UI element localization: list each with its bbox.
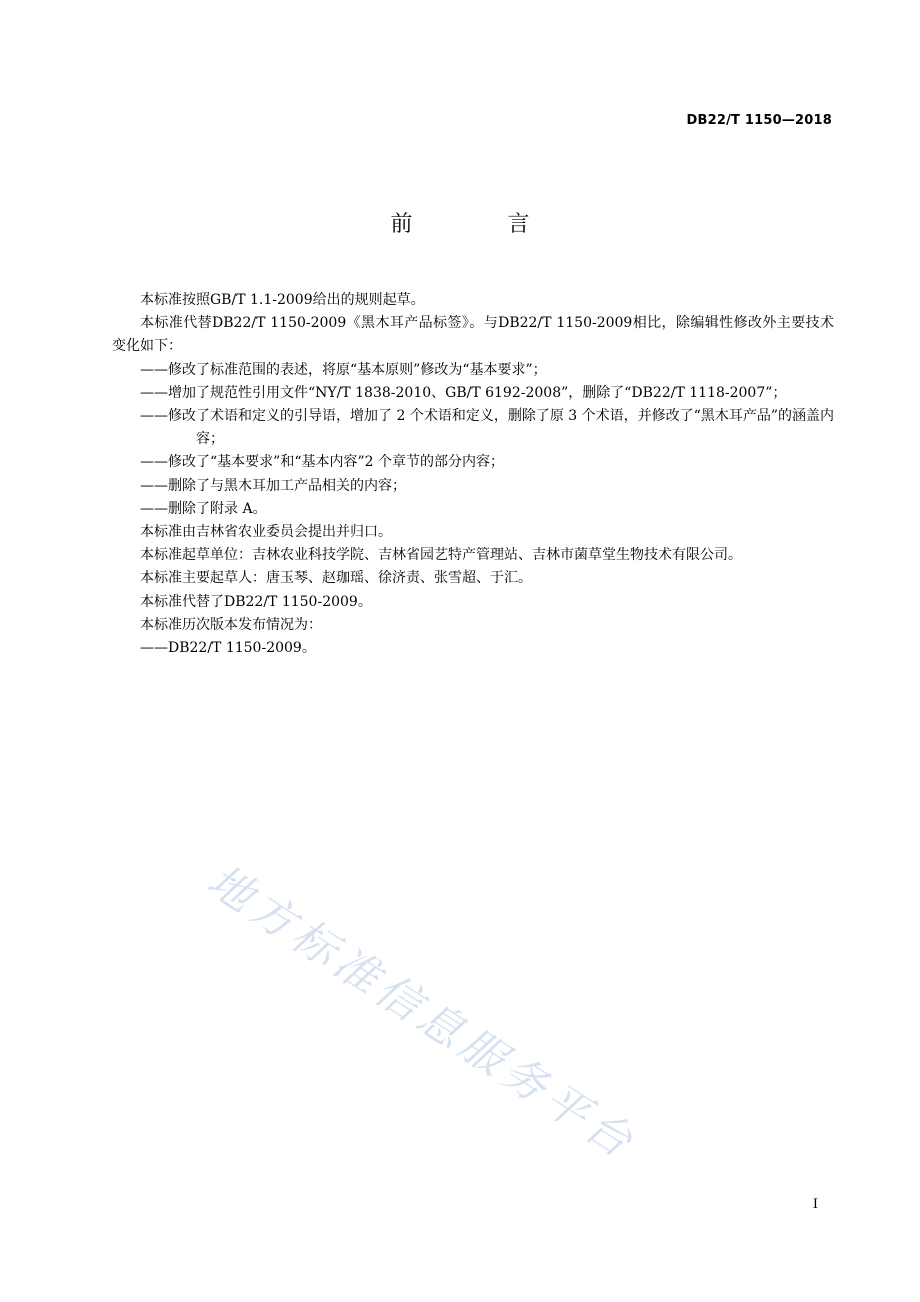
page-number: I [812,1197,818,1212]
paragraph: 本标准代替了DB22/T 1150-2009。 [140,593,372,610]
list-item: ——删除了与黑木耳加工产品相关的内容； [140,477,406,494]
paragraph: 本标准起草单位：吉林农业科技学院、吉林省园艺特产管理站、吉林市菌草堂生物技术有限公司。 [140,547,742,564]
page-title: 前 言 [390,212,574,237]
list-item: ——删除了附录 A。 [140,500,267,517]
list-item: ——增加了规范性引用文件“NY/T 1838-2010、GB/T 6192-2008”，删除了“DB22/T 1118-2007”； [140,384,787,401]
watermark: 地方标准信息服务平台 [198,855,646,1171]
paragraph: 本标准代替DB22/T 1150-2009《黑木耳产品标签》。与DB22/T 1150-2009相比，除编辑性修改外主要技术变化如下： [112,315,834,355]
list-item: ——修改了术语和定义的引导语，增加了 2 个术语和定义，删除了原 3 个术语，并修改了“黑木耳产品”的涵盖内容； [140,408,834,448]
standard-code: DB22/T 1150—2018 [686,113,832,128]
list-item: ——修改了“基本要求”和“基本内容”2 个章节的部分内容； [140,454,504,471]
paragraph: 本标准按照GB/T 1.1-2009给出的规则起草。 [140,292,425,308]
document-body [112,289,834,660]
list-item: ——修改了标准范围的表述，将原“基本原则”修改为“基本要求”； [140,361,547,378]
list-item: ——DB22/T 1150-2009。 [140,640,316,657]
paragraph: 本标准主要起草人：唐玉琴、赵珈瑶、徐济责、张雪超、于汇。 [140,570,532,587]
paragraph: 本标准由吉林省农业委员会提出并归口。 [140,524,392,541]
paragraph: 本标准历次版本发布情况为： [140,616,322,633]
